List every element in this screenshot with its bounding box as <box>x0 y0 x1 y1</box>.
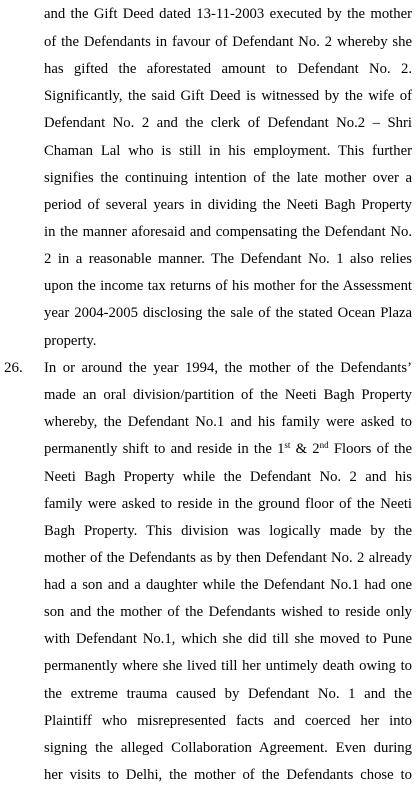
text-line: Neeti Bagh Property while the Defendant No. 2 and his <box>44 469 412 485</box>
text-line-with-superscripts <box>44 437 412 461</box>
text-line: period of several years in dividing the Neeti Bagh Property <box>44 197 412 213</box>
text-fragment: Floors of the <box>328 441 412 457</box>
text-line: upon the income tax returns of his mother for the Assessment <box>44 278 412 294</box>
text-line: made an oral division/partition of the Neeti Bagh Property <box>44 387 412 403</box>
text-line: in the manner aforesaid and compensating the Defendant No. <box>44 224 412 240</box>
text-line: signing the alleged Collaboration Agreement. Even during <box>44 740 412 756</box>
superscript-st: st <box>284 440 291 450</box>
text-line: 2 in a reasonable manner. The Defendant No. 1 also relies <box>44 251 412 267</box>
text-line: has gifted the aforestated amount to Defendant No. 2. <box>44 61 412 77</box>
text-line: and the Gift Deed dated 13-11-2003 executed by the mother <box>44 6 412 22</box>
text-line: mother of the Defendants as by then Defendant No. 2 already <box>44 550 412 566</box>
paragraph-number: 26. <box>4 360 23 376</box>
superscript-nd: nd <box>319 440 329 450</box>
text-line: had a son and a daughter while the Defendant No.1 had one <box>44 577 412 593</box>
text-line: family were asked to reside in the ground floor of the Neeti <box>44 496 412 512</box>
text-line: Significantly, the said Gift Deed is witnessed by the wife of <box>44 88 412 104</box>
text-line: of the Defendants in favour of Defendant No. 2 whereby she <box>44 34 412 50</box>
text-line: In or around the year 1994, the mother of the Defendants’ <box>44 360 412 376</box>
text-line: Bagh Property. This division was logically made by the <box>44 523 412 539</box>
text-line: property. <box>44 333 97 349</box>
text-line: Plaintiff who misrepresented facts and coerced her into <box>44 713 412 729</box>
text-line: Chaman Lal who is still in his employment. This further <box>44 143 412 159</box>
text-fragment: & 2 <box>290 441 320 457</box>
text-line: with Defendant No.1, which she did till she moved to Pune <box>44 631 412 647</box>
text-line: her visits to Delhi, the mother of the Defendants chose to <box>44 767 412 783</box>
text-fragment: permanently shift to and reside in the 1 <box>44 441 285 457</box>
text-line: permanently where she lived till her untimely death owing to <box>44 658 412 674</box>
text-line: signifies the continuing intention of the late mother over a <box>44 170 412 186</box>
text-line: Defendant No. 2 and the clerk of Defendant No.2 – Shri <box>44 115 412 131</box>
text-line: the extreme trauma caused by Defendant No. 1 and the <box>44 686 412 702</box>
text-line: son and the mother of the Defendants wished to reside only <box>44 604 412 620</box>
text-line: whereby, the Defendant No.1 and his family were asked to <box>44 414 412 430</box>
text-line: year 2004-2005 disclosing the sale of the stated Ocean Plaza <box>44 305 412 321</box>
